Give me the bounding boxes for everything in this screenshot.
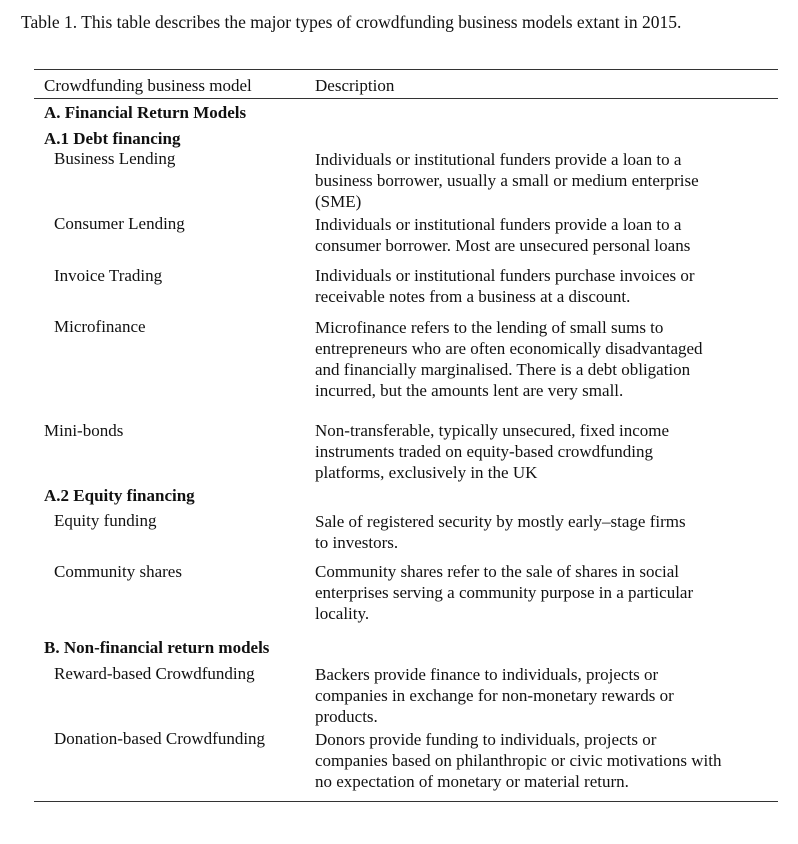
column-header-description: Description [315, 76, 395, 95]
row-model-reward-based: Reward-based Crowdfunding [54, 664, 255, 683]
section-title-non-financial-return: B. Non-financial return models [44, 638, 270, 657]
row-description-invoice-trading: Individuals or institutional funders purchase invoices or receivable notes from a business at a discount. [315, 266, 695, 306]
row-description-business-lending: Individuals or institutional funders provide a loan to a business borrower, usually a small or medium enterprise (SME) [315, 150, 699, 211]
row-model-mini-bonds: Mini-bonds [44, 421, 124, 440]
row-description-donation-based: Donors provide funding to individuals, projects or companies based on philanthropic or civic motivations with no expectation of monetary or material return. [315, 730, 722, 791]
table-top-rule [34, 69, 778, 70]
section-title-financial-return: A. Financial Return Models [44, 103, 247, 122]
subsection-title-debt-financing: A.1 Debt financing [44, 129, 181, 148]
table-bottom-rule [34, 801, 778, 802]
row-model-community-shares: Community shares [54, 562, 182, 581]
table-caption: Table 1. This table describes the major types of crowdfunding business models extant in 2015. [21, 12, 682, 32]
row-description-community-shares: Community shares refer to the sale of shares in social enterprises serving a community purpose in a particular locality. [315, 562, 694, 623]
column-header-model: Crowdfunding business model [44, 76, 252, 95]
subsection-title-equity-financing: A.2 Equity financing [44, 486, 195, 505]
row-description-microfinance: Microfinance refers to the lending of small sums to entrepreneurs who are often economically disadvantaged and financially marginalised. There is a debt obligation incurred, but the amounts lent are very small. [315, 318, 703, 400]
row-description-reward-based: Backers provide finance to individuals, projects or companies in exchange for non-monetary rewards or products. [315, 665, 674, 726]
row-model-consumer-lending: Consumer Lending [54, 214, 185, 233]
row-description-equity-funding: Sale of registered security by mostly early–stage firms to investors. [315, 512, 686, 552]
row-description-consumer-lending: Individuals or institutional funders provide a loan to a consumer borrower. Most are unsecured personal loans [315, 215, 691, 255]
header-rule [34, 98, 778, 99]
row-model-invoice-trading: Invoice Trading [54, 266, 163, 285]
row-description-mini-bonds: Non-transferable, typically unsecured, fixed income instruments traded on equity-based crowdfunding platforms, exclusively in the UK [315, 421, 670, 482]
row-model-equity-funding: Equity funding [54, 511, 157, 530]
row-model-donation-based: Donation-based Crowdfunding [54, 729, 266, 748]
row-model-microfinance: Microfinance [54, 317, 146, 336]
row-model-business-lending: Business Lending [54, 149, 176, 168]
